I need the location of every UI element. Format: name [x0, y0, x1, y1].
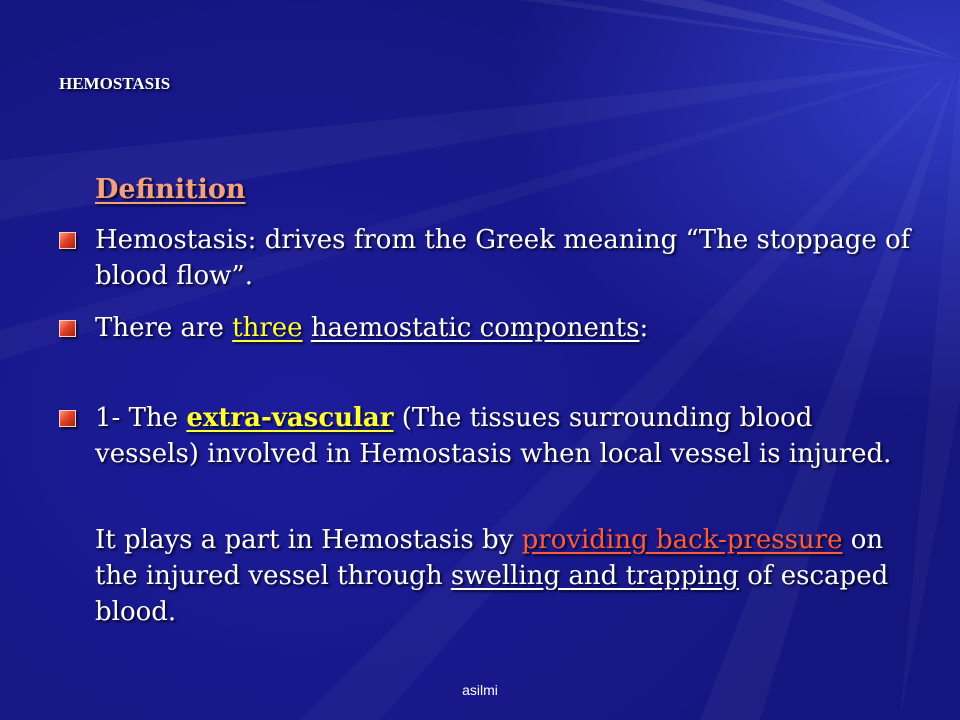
- paragraph-post: of escaped blood.: [95, 561, 889, 627]
- bullet-text-pre: 1- The: [95, 403, 187, 433]
- bullet-text-post: :: [639, 313, 649, 343]
- back-pressure-highlight: providing back-pressure: [521, 525, 843, 555]
- bullet-square-icon: [59, 410, 76, 427]
- bullet-text-post: (The tissues surrounding blood vessels) involved in Hemostasis when local vessel is injured.: [95, 403, 892, 469]
- bullet-square-icon: [59, 232, 76, 249]
- swelling-underlined: swelling and trapping: [450, 561, 739, 591]
- bullet-square-icon: [59, 320, 76, 337]
- back-pressure-paragraph: [95, 522, 915, 630]
- footer-author: asilmi: [462, 682, 498, 698]
- bullet-text: Hemostasis: drives from the Greek meaning “The stoppage of blood flow”.: [95, 225, 911, 291]
- extra-vascular-highlight: extra-vascular: [186, 403, 394, 433]
- bullet-components: [95, 310, 915, 346]
- definition-heading: Definition: [95, 174, 246, 205]
- paragraph-pre: It plays a part in Hemostasis by: [95, 525, 522, 555]
- bullet-text-mid: [303, 313, 311, 343]
- bullet-definition: [95, 222, 915, 294]
- slide-title: HEMOSTASIS: [59, 74, 171, 93]
- three-highlight: three: [232, 313, 303, 343]
- bullet-text-pre: There are: [95, 313, 233, 343]
- bullet-extra-vascular: [95, 400, 915, 472]
- paragraph-mid: on the injured vessel through: [95, 525, 884, 591]
- components-underlined: haemostatic components: [310, 313, 640, 343]
